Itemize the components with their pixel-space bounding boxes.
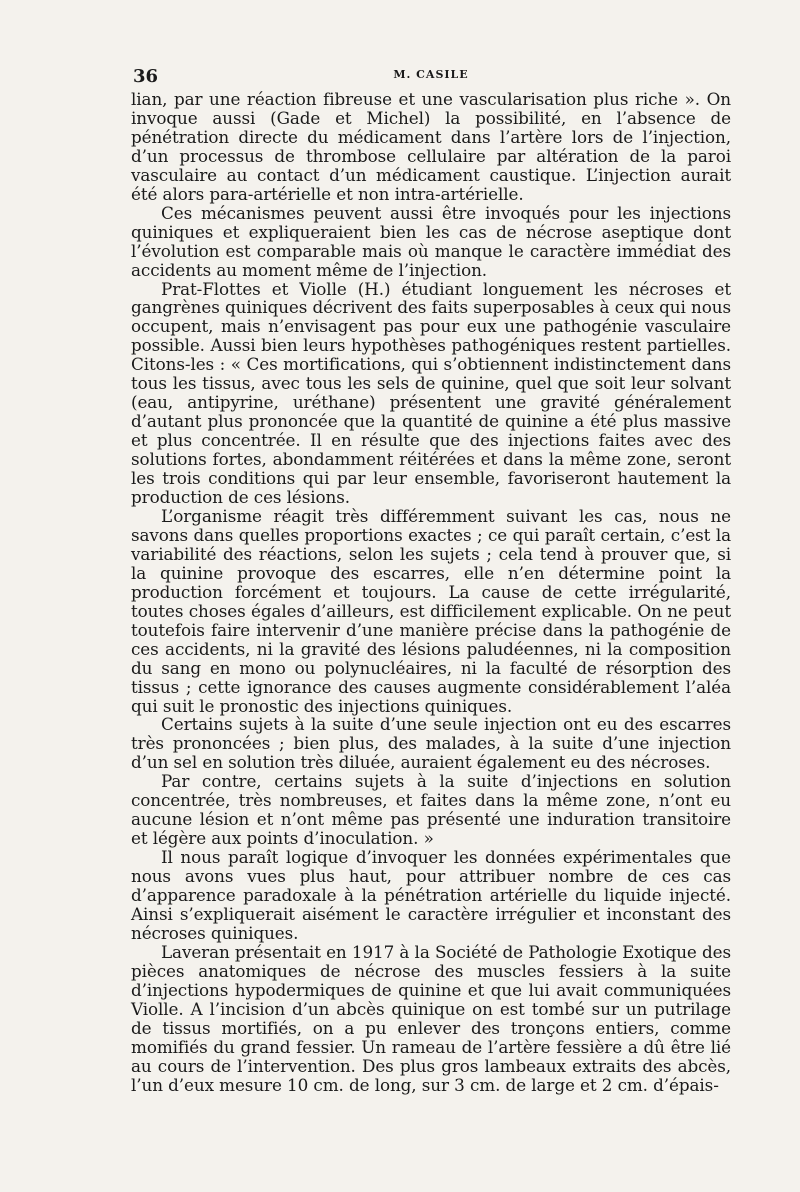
paragraph-6: Par contre, certains sujets à la suite d’injections en solution concentrée, très nombreuses, et faites dans la même zone, n’ont eu aucune lésion et n’ont même pas présenté une induration transitoire et légère aux points d’inoculation. » — [131, 771, 731, 849]
running-head: M. CASILE — [393, 68, 469, 81]
paragraph-7: Il nous paraît logique d’invoquer les données expérimentales que nous avons vues plus haut, pour attribuer nombre de ces cas d’apparence paradoxale à la pénétration artérielle du liquide injecté. Ainsi s’expliquerait aisément le caractère irrégulier et inconstant des nécroses quiniques. — [131, 847, 731, 943]
document-page — [131, 60, 731, 1170]
page-number: 36 — [133, 66, 159, 87]
paragraph-1: lian, par une réaction fibreuse et une vascularisation plus riche ». On invoque aussi (Gade et Michel) la possibilité, en l’absence de pénétration directe du médicament dans l’artère lors de l’injection, d’un processus de thrombose cellulaire par altération de la paroi vasculaire au contact d’un médicament caustique. L’injection aurait été alors para-artérielle et non intra-artérielle. — [131, 89, 731, 204]
paragraph-2: Ces mécanismes peuvent aussi être invoqués pour les injections quiniques et expliqueraient bien les cas de nécrose aseptique dont l’évolution est comparable mais où manque le caractère immédiat des accidents au moment même de l’injection. — [131, 202, 731, 280]
paragraph-8: Laveran présentait en 1917 à la Société de Pathologie Exotique des pièces anatomiques de nécrose des muscles fessiers à la suite d’injections hypodermiques de quinine et que lui avait communiquées Violle. A l’incision d’un abcès quinique on est tombé sur un putrilage de tissus mortifiés, on a pu enlever des tronçons entiers, comme momifiés du grand fessier. Un rameau de l’artère fessière a dû être lié au cours de l’intervention. Des plus gros lambeaux extraits des abcès, l’un d’eux mesure 10 cm. de long, sur 3 cm. de large et 2 cm. d’épais- — [131, 941, 731, 1095]
page-header — [131, 60, 731, 90]
body-text — [131, 90, 731, 1095]
paragraph-3: Prat-Flottes et Violle (H.) étudiant longuement les nécroses et gangrènes quiniques décrivent des faits superposables à ceux qui nous occupent, mais n’envisagent pas pour eux une pathogénie vasculaire possible. Aussi bien leurs hypothèses pathogéniques restent partielles. Citons-les : « Ces mortifications, qui s’obtiennent indistinctement dans tous les tissus, avec tous les sels de quinine, quel que soit leur solvant (eau, antipyrine, uréthane) présentent une gravité généralement d’autant plus prononcée que la quantité de quinine a été plus massive et plus concentrée. Il en résulte que des injections faites avec des solutions fortes, abondamment réitérées et dans la même zone, seront les trois conditions qui par leur ensemble, favoriseront hautement la production de ces lésions. — [131, 278, 731, 508]
paragraph-4: L’organisme réagit très différemment suivant les cas, nous ne savons dans quelles proportions exactes ; ce qui paraît certain, c’est la variabilité des réactions, selon les sujets ; cela tend à prouver que, si la quinine provoque des escarres, elle n’en détermine point la production forcément et toujours. La cause de cette irrégularité, toutes choses égales d’ailleurs, est difficilement explicable. On ne peut toutefois faire intervenir d’une manière précise dans la pathogénie de ces accidents, ni la gravité des lésions paludéennes, ni la composition du sang en mono ou polynucléaires, ni la faculté de résorption des tissus ; cette ignorance des causes augmente considérablement l’aléa qui suit le pronostic des injections quiniques. — [131, 505, 731, 716]
paragraph-5: Certains sujets à la suite d’une seule injection ont eu des escarres très prononcées ; bien plus, des malades, à la suite d’une injection d’un sel en solution très diluée, auraient également eu des nécroses. — [131, 714, 731, 773]
